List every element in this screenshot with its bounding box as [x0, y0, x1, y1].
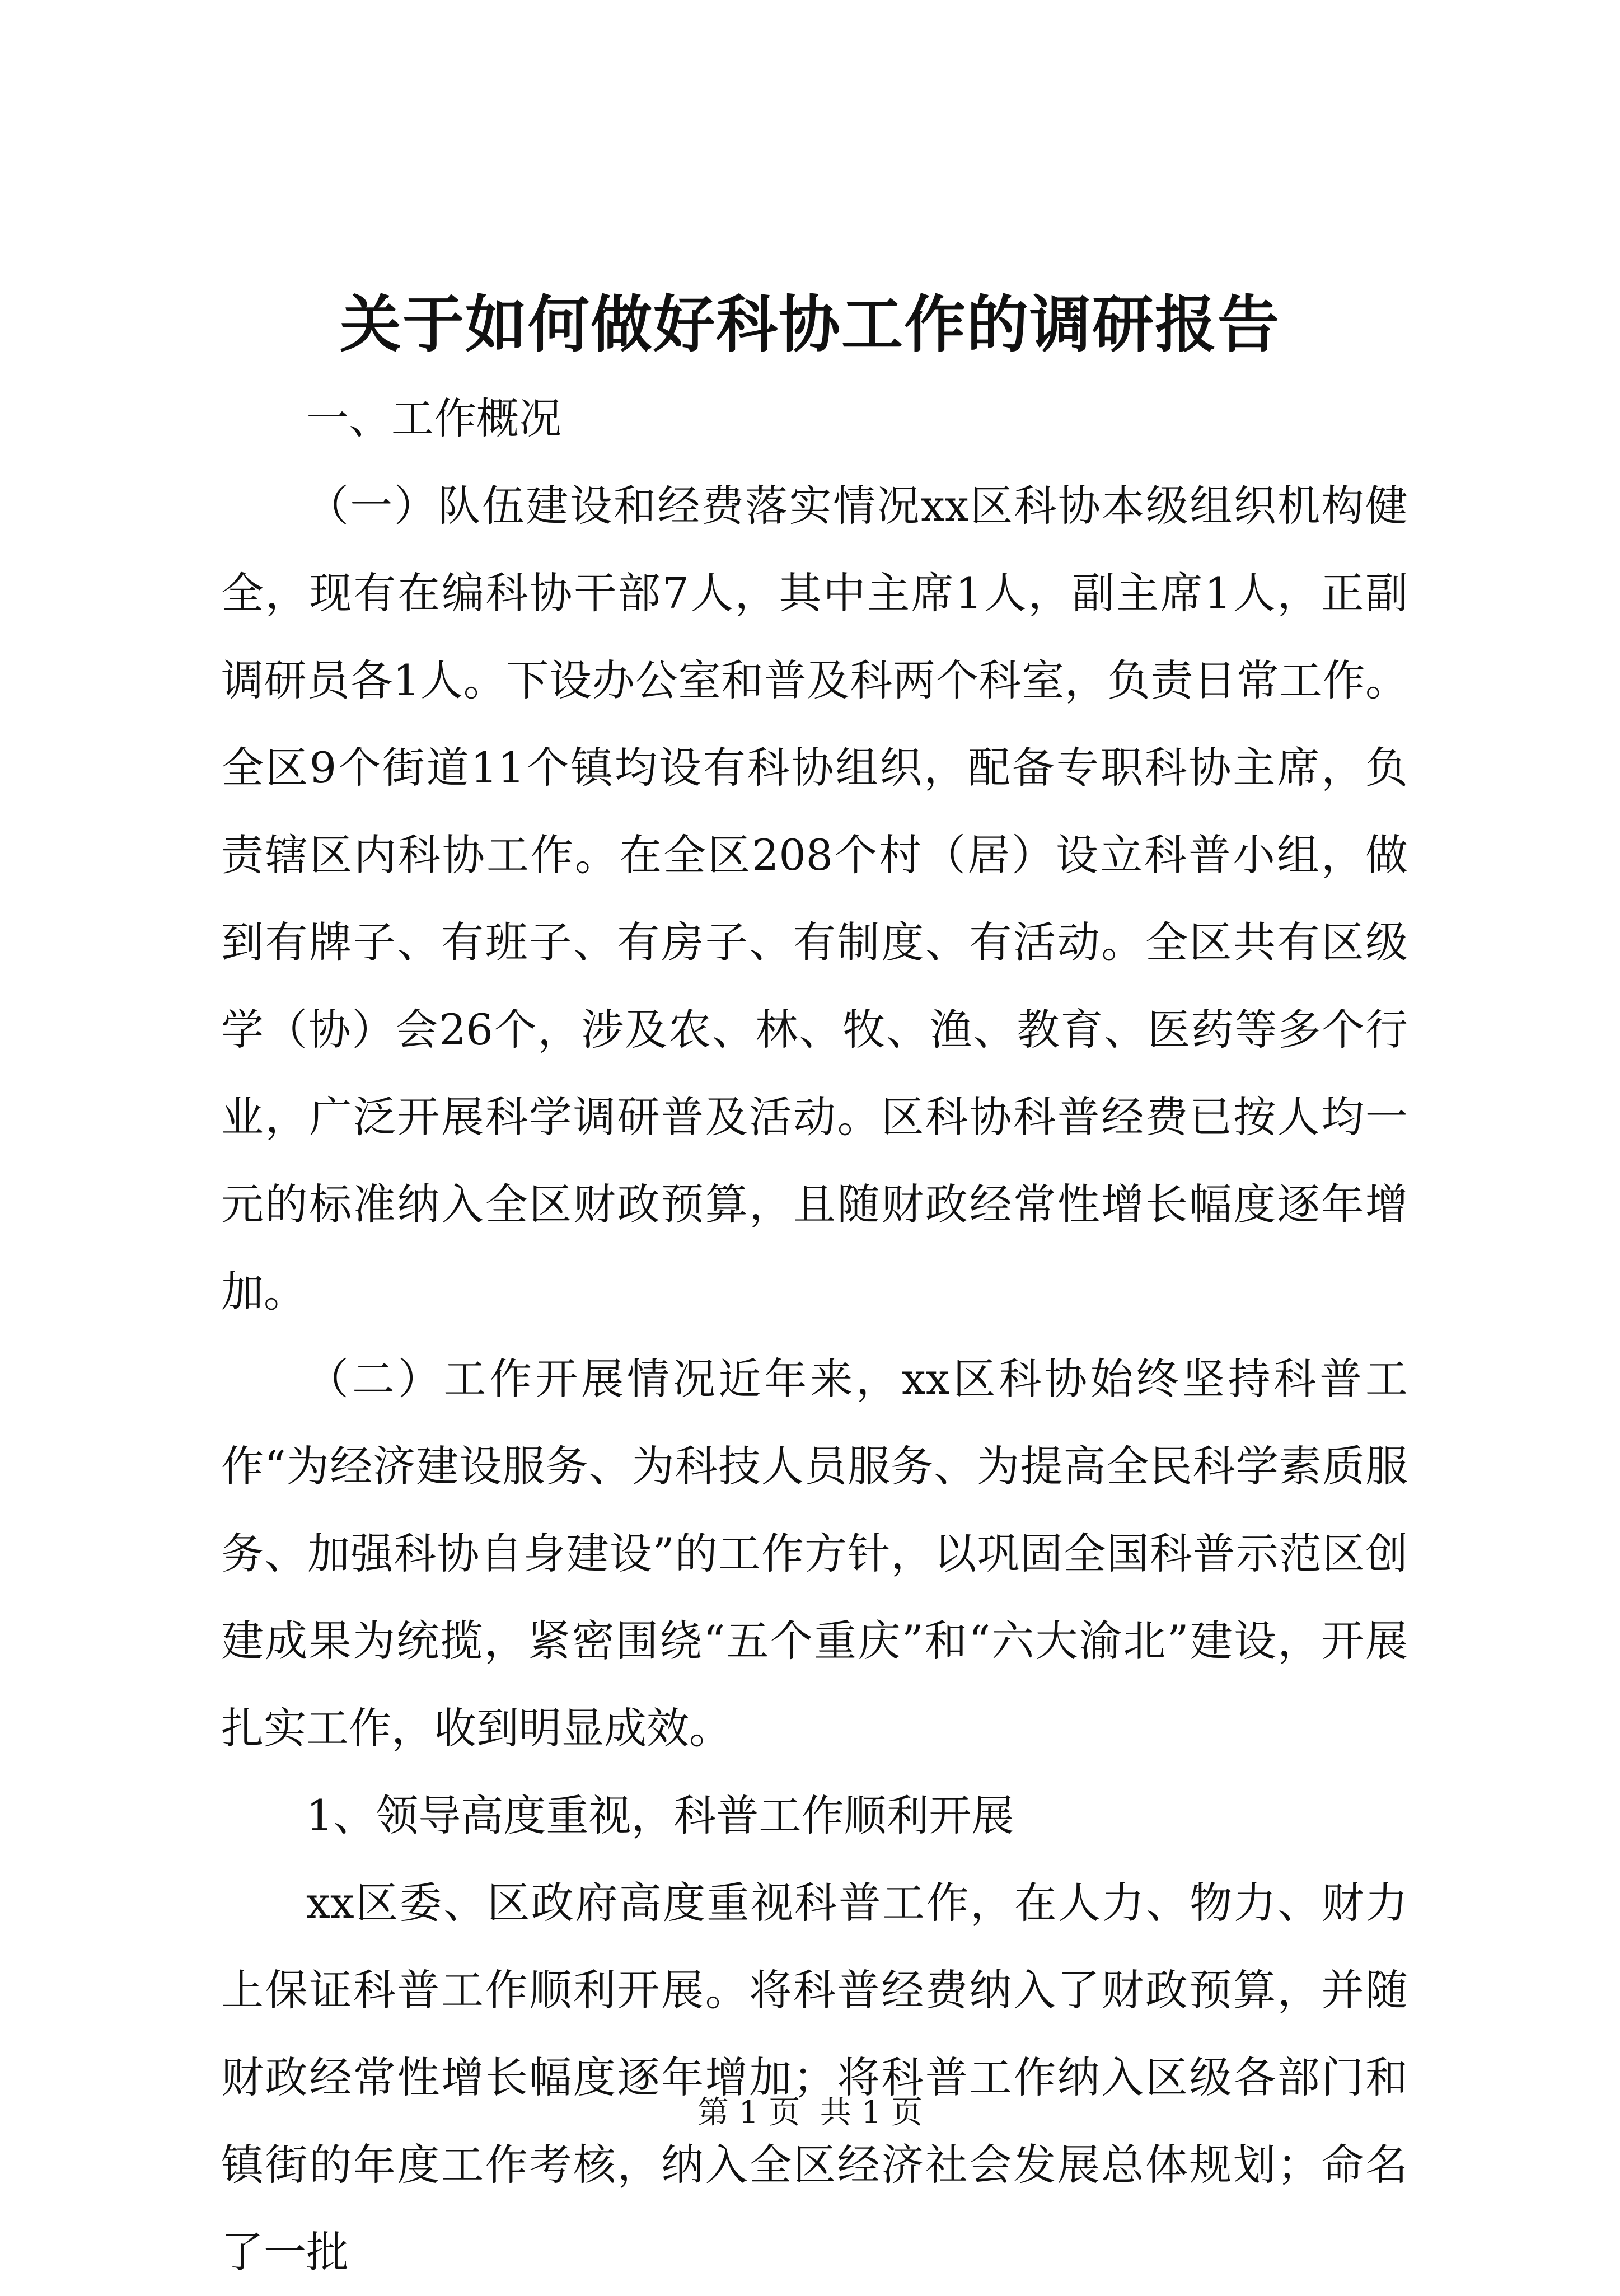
section-heading-overview: 一、工作概况: [306, 393, 561, 443]
paragraph-leadership: xx区委、区政府高度重视科普工作，在人力、物力、财力上保证科普工作顺利开展。将科普经费纳入了财政预算，并随财政经常性增长幅度逐年增加；将科普工作纳入区级各部门和镇街的年度工作考核，纳入全区经济社会发展总体规划；命名了一批: [221, 1878, 1408, 2277]
document-title: 关于如何做好科协工作的调研报告: [340, 288, 1280, 360]
subheading-leadership: 1、领导高度重视，科普工作顺利开展: [306, 1791, 1014, 1840]
page-footer: 第 1 页 共 1 页: [697, 2094, 923, 2131]
document-body: [221, 375, 1408, 2296]
paragraph-work-progress: （二）工作开展情况近年来，xx区科协始终坚持科普工作“为经济建设服务、为科技人员服务、为提高全民科学素质服务、加强科协自身建设”的工作方针，以巩固全国科普示范区创建成果为统揽，紧密围绕“五个重庆”和“六大渝北”建设，开展扎实工作，收到明显成效。: [221, 1354, 1408, 1753]
paragraph-team-and-funding: （一）队伍建设和经费落实情况xx区科协本级组织机构健全，现有在编科协干部7人，其中主席1人，副主席1人，正副调研员各1人。下设办公室和普及科两个科室，负责日常工作。全区9个街道11个镇均设有科协组织，配备专职科协主席，负责辖区内科协工作。在全区208个村（居）设立科普小组，做到有牌子、有班子、有房子、有制度、有活动。全区共有区级学（协）会26个，涉及农、林、牧、渔、教育、医药等多个行业，广泛开展科学调研普及活动。区科协科普经费已按人均一元的标准纳入全区财政预算，且随财政经常性增长幅度逐年增加。: [221, 481, 1408, 1316]
